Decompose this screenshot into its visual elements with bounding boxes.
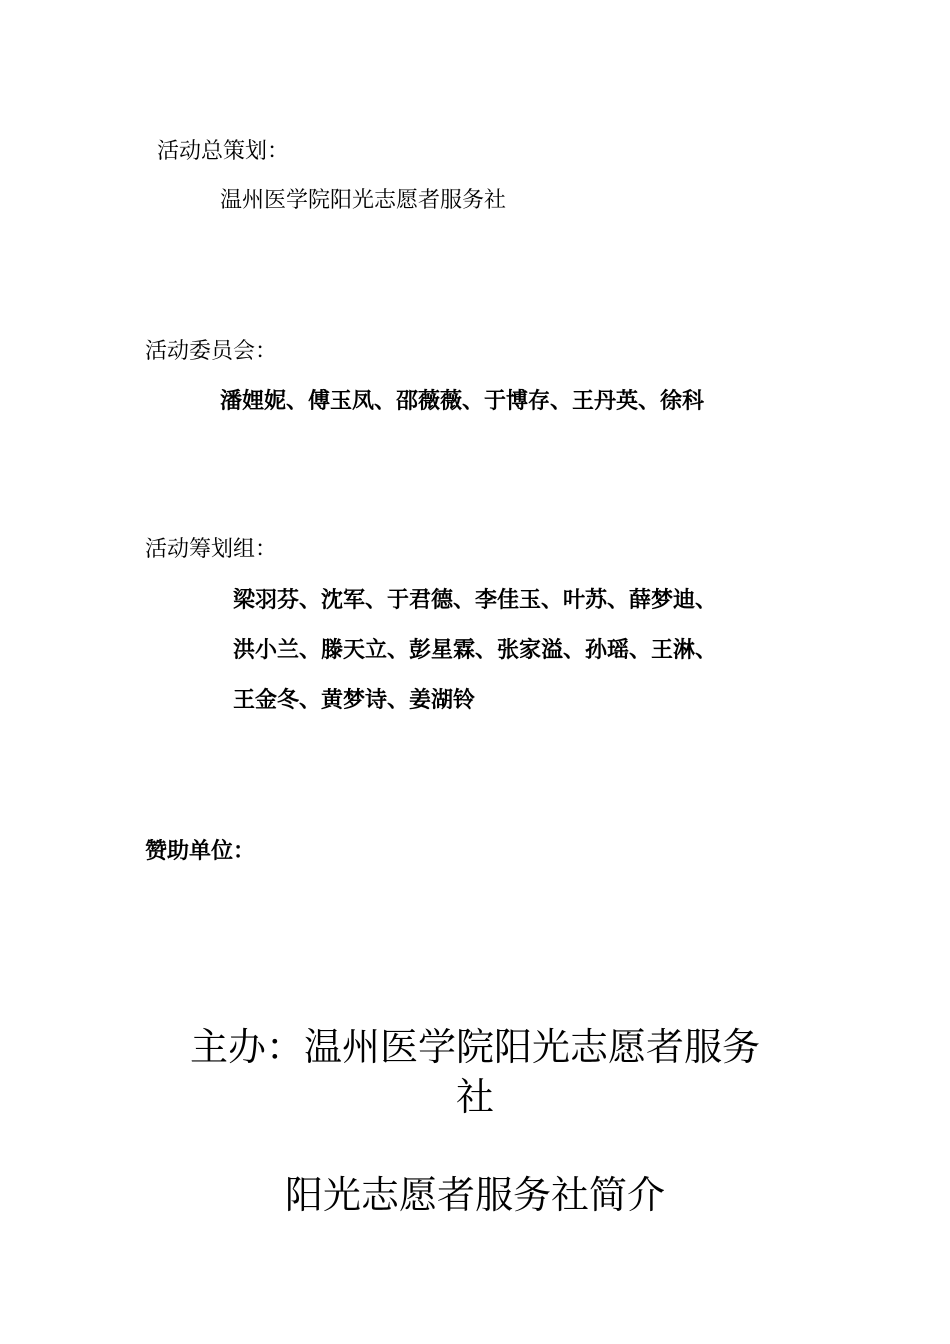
- planning-group-label: 活动筹划组：: [145, 537, 278, 562]
- planner-value: 温州医学院阳光志愿者服务社: [220, 188, 507, 213]
- host-line-2: 社: [455, 1075, 494, 1119]
- committee-members: 潘娌妮、傅玉凤、邵薇薇、于博存、王丹英、徐科: [220, 388, 705, 414]
- planning-group-line-2: 洪小兰、滕天立、彭星霖、张家溢、孙瑶、王淋、: [233, 637, 718, 663]
- sponsor-label: 赞助单位：: [145, 838, 256, 864]
- host-heading: [150, 1022, 800, 1122]
- planning-group-line-3: 王金冬、黄梦诗、姜湖铃: [233, 687, 476, 713]
- planning-group-line-1: 梁羽芬、沈军、于君德、李佳玉、叶苏、薛梦迪、: [233, 587, 718, 613]
- planner-label: 活动总策划：: [157, 139, 290, 164]
- committee-label: 活动委员会：: [145, 339, 278, 364]
- host-line-1: 主办：温州医学院阳光志愿者服务: [189, 1025, 760, 1069]
- intro-title: 阳光志愿者服务社简介: [284, 1173, 665, 1217]
